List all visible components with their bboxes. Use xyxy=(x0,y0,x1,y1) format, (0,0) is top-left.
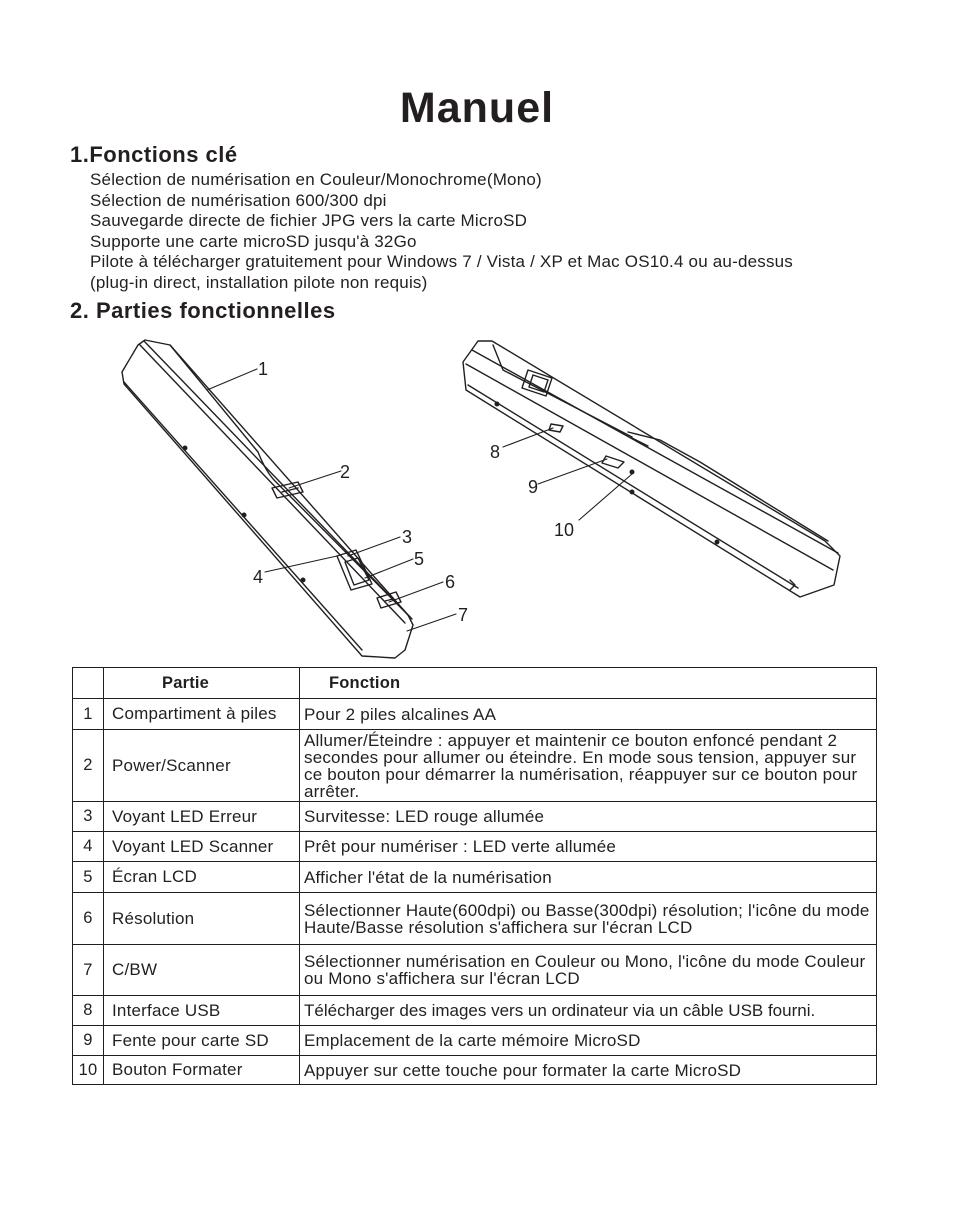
feature-item: (plug-in direct, installation pilote non requis) xyxy=(90,272,428,292)
row-function: Afficher l'état de la numérisation xyxy=(300,862,877,893)
callout-5: 5 xyxy=(414,549,425,569)
table-header-row xyxy=(73,668,877,699)
table-row xyxy=(73,802,877,832)
row-part: Voyant LED Scanner xyxy=(104,832,300,862)
row-function: Appuyer sur cette touche pour formater la carte MicroSD xyxy=(300,1056,877,1085)
table-row xyxy=(73,1026,877,1056)
table-row xyxy=(73,893,877,945)
row-function: Télécharger des images vers un ordinateur via un câble USB fourni. xyxy=(300,996,877,1026)
row-function: Sélectionner Haute(600dpi) ou Basse(300dpi) résolution; l'icône du mode Haute/Basse résolution s'affichera sur l'écran LCD xyxy=(300,893,877,945)
table-row xyxy=(73,730,877,802)
row-function: Survitesse: LED rouge allumée xyxy=(300,802,877,832)
callout-10: 10 xyxy=(554,520,575,540)
feature-item: Sélection de numérisation 600/300 dpi xyxy=(90,190,387,210)
scanner-diagram xyxy=(0,330,954,660)
row-function: Pour 2 piles alcalines AA xyxy=(300,699,877,730)
row-number: 3 xyxy=(73,802,104,832)
row-number: 10 xyxy=(73,1056,104,1085)
row-function: Emplacement de la carte mémoire MicroSD xyxy=(300,1026,877,1056)
row-part: Bouton Formater xyxy=(104,1056,300,1085)
callout-6: 6 xyxy=(445,572,456,592)
feature-item: Supporte une carte microSD jusqu'à 32Go xyxy=(90,231,417,251)
header-function: Fonction xyxy=(300,668,877,699)
row-part: C/BW xyxy=(104,945,300,996)
callout-8: 8 xyxy=(490,442,501,462)
row-number: 5 xyxy=(73,862,104,893)
scanner-top-view-illustration xyxy=(122,340,413,658)
feature-item: Sauvegarde directe de fichier JPG vers la carte MicroSD xyxy=(90,211,528,230)
row-number: 7 xyxy=(73,945,104,996)
section-heading-key-functions: 1.Fonctions clé xyxy=(70,142,238,167)
callout-1: 1 xyxy=(258,359,269,379)
page-title: Manuel xyxy=(399,84,555,132)
row-number: 2 xyxy=(73,730,104,802)
callout-2: 2 xyxy=(340,462,351,482)
header-part: Partie xyxy=(104,668,300,699)
callout-9: 9 xyxy=(528,477,539,497)
callout-4: 4 xyxy=(253,567,264,587)
row-part: Interface USB xyxy=(104,996,300,1026)
row-part: Compartiment à piles xyxy=(104,699,300,730)
callout-7: 7 xyxy=(458,605,469,625)
row-part: Voyant LED Erreur xyxy=(104,802,300,832)
row-number: 9 xyxy=(73,1026,104,1056)
row-function: Prêt pour numériser : LED verte allumée xyxy=(300,832,877,862)
feature-item: Pilote à télécharger gratuitement pour Windows 7 / Vista / XP et Mac OS10.4 ou au-dessus xyxy=(90,252,794,271)
table-row xyxy=(73,832,877,862)
row-part: Fente pour carte SD xyxy=(104,1026,300,1056)
row-number: 4 xyxy=(73,832,104,862)
parts-table xyxy=(72,667,877,1085)
table-row xyxy=(73,1056,877,1085)
scanner-bottom-view-illustration xyxy=(463,341,840,597)
row-number: 8 xyxy=(73,996,104,1026)
row-part: Power/Scanner xyxy=(104,730,300,802)
row-number: 1 xyxy=(73,699,104,730)
row-function: Allumer/Éteindre : appuyer et maintenir ce bouton enfoncé pendant 2 secondes pour allumer ou éteindre. En mode sous tension, appuyer sur ce bouton pour démarrer la numérisation, réappuyer sur ce bouton pour arrêter. xyxy=(300,730,877,802)
table-row xyxy=(73,945,877,996)
table-row xyxy=(73,996,877,1026)
row-part: Résolution xyxy=(104,893,300,945)
row-part: Écran LCD xyxy=(104,862,300,893)
callout-3: 3 xyxy=(402,527,413,547)
table-row xyxy=(73,862,877,893)
feature-list xyxy=(90,170,793,293)
section-heading-functional-parts: 2. Parties fonctionnelles xyxy=(70,298,336,323)
row-number: 6 xyxy=(73,893,104,945)
feature-item: Sélection de numérisation en Couleur/Monochrome(Mono) xyxy=(90,170,542,189)
header-number xyxy=(73,668,104,699)
table-row xyxy=(73,699,877,730)
row-function: Sélectionner numérisation en Couleur ou Mono, l'icône du mode Couleur ou Mono s'affichera sur l'écran LCD xyxy=(300,945,877,996)
